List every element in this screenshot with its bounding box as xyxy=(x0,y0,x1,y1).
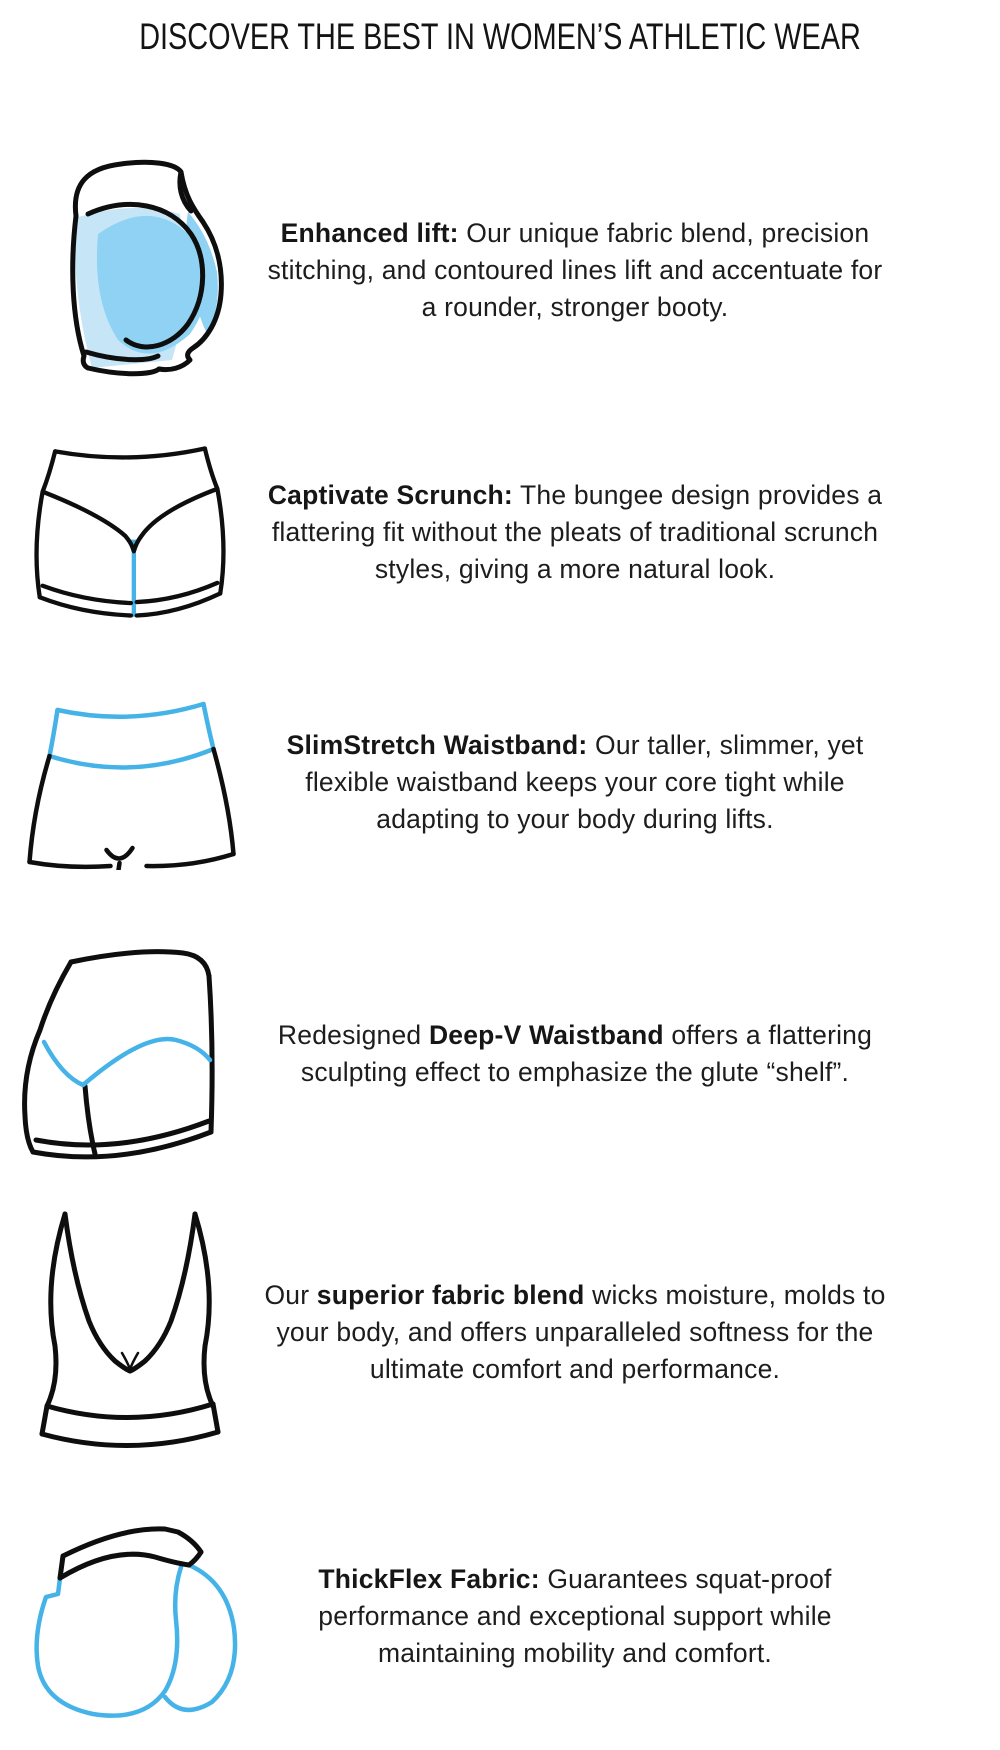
feature-text-enhanced-lift: Enhanced lift: Our unique fabric blend, precision stitching, and contoured lines lift and accentuate for a rounder, stronger booty. xyxy=(267,217,883,322)
feature-row-deep-v-waistband xyxy=(0,944,1000,1164)
sports-bra-icon xyxy=(25,1206,235,1459)
waistband-shorts-icon xyxy=(18,694,243,870)
scrunch-shorts-back-illustration xyxy=(0,434,260,630)
lifted-shorts-icon xyxy=(30,150,230,390)
page-title: DISCOVER THE BEST IN WOMEN’S ATHLETIC WEAR xyxy=(139,16,861,57)
scrunch-shorts-icon xyxy=(34,434,226,630)
thickflex-shorts-outline-illustration xyxy=(0,1514,260,1719)
feature-text-thickflex-fabric: ThickFlex Fabric: Guarantees squat-proof performance and exceptional support while maintaining mobility and comfort. xyxy=(318,1564,832,1668)
deep-v-shorts-icon xyxy=(13,944,248,1164)
feature-row-thickflex-fabric xyxy=(0,1514,1000,1719)
feature-text-slimstretch-waistband: SlimStretch Waistband: Our taller, slimmer, yet flexible waistband keeps your core tight while adapting to your body during lifts. xyxy=(286,729,864,834)
feature-row-captivate-scrunch xyxy=(0,434,1000,630)
feature-row-enhanced-lift xyxy=(0,150,1000,390)
feature-row-slimstretch-waistband xyxy=(0,694,1000,870)
sports-bra-illustration xyxy=(0,1206,260,1459)
feature-text-deep-v-waistband: Redesigned Deep-V Waistband offers a flattering sculpting effect to emphasize the glute “shelf”. xyxy=(277,1020,873,1087)
deep-v-waistband-shorts-illustration xyxy=(0,944,260,1164)
shorts-enhanced-lift-illustration xyxy=(0,150,260,390)
feature-row-superior-fabric xyxy=(0,1206,1000,1459)
thickflex-shorts-icon xyxy=(13,1514,248,1719)
feature-text-captivate-scrunch: Captivate Scrunch: The bungee design provides a flattering fit without the pleats of traditional scrunch styles, giving a more natural look. xyxy=(267,479,883,584)
feature-text-superior-fabric: Our superior fabric blend wicks moisture, molds to your body, and offers unparalleled softness for the ultimate comfort and performance. xyxy=(264,1280,886,1384)
shorts-blue-waistband-illustration xyxy=(0,694,260,870)
